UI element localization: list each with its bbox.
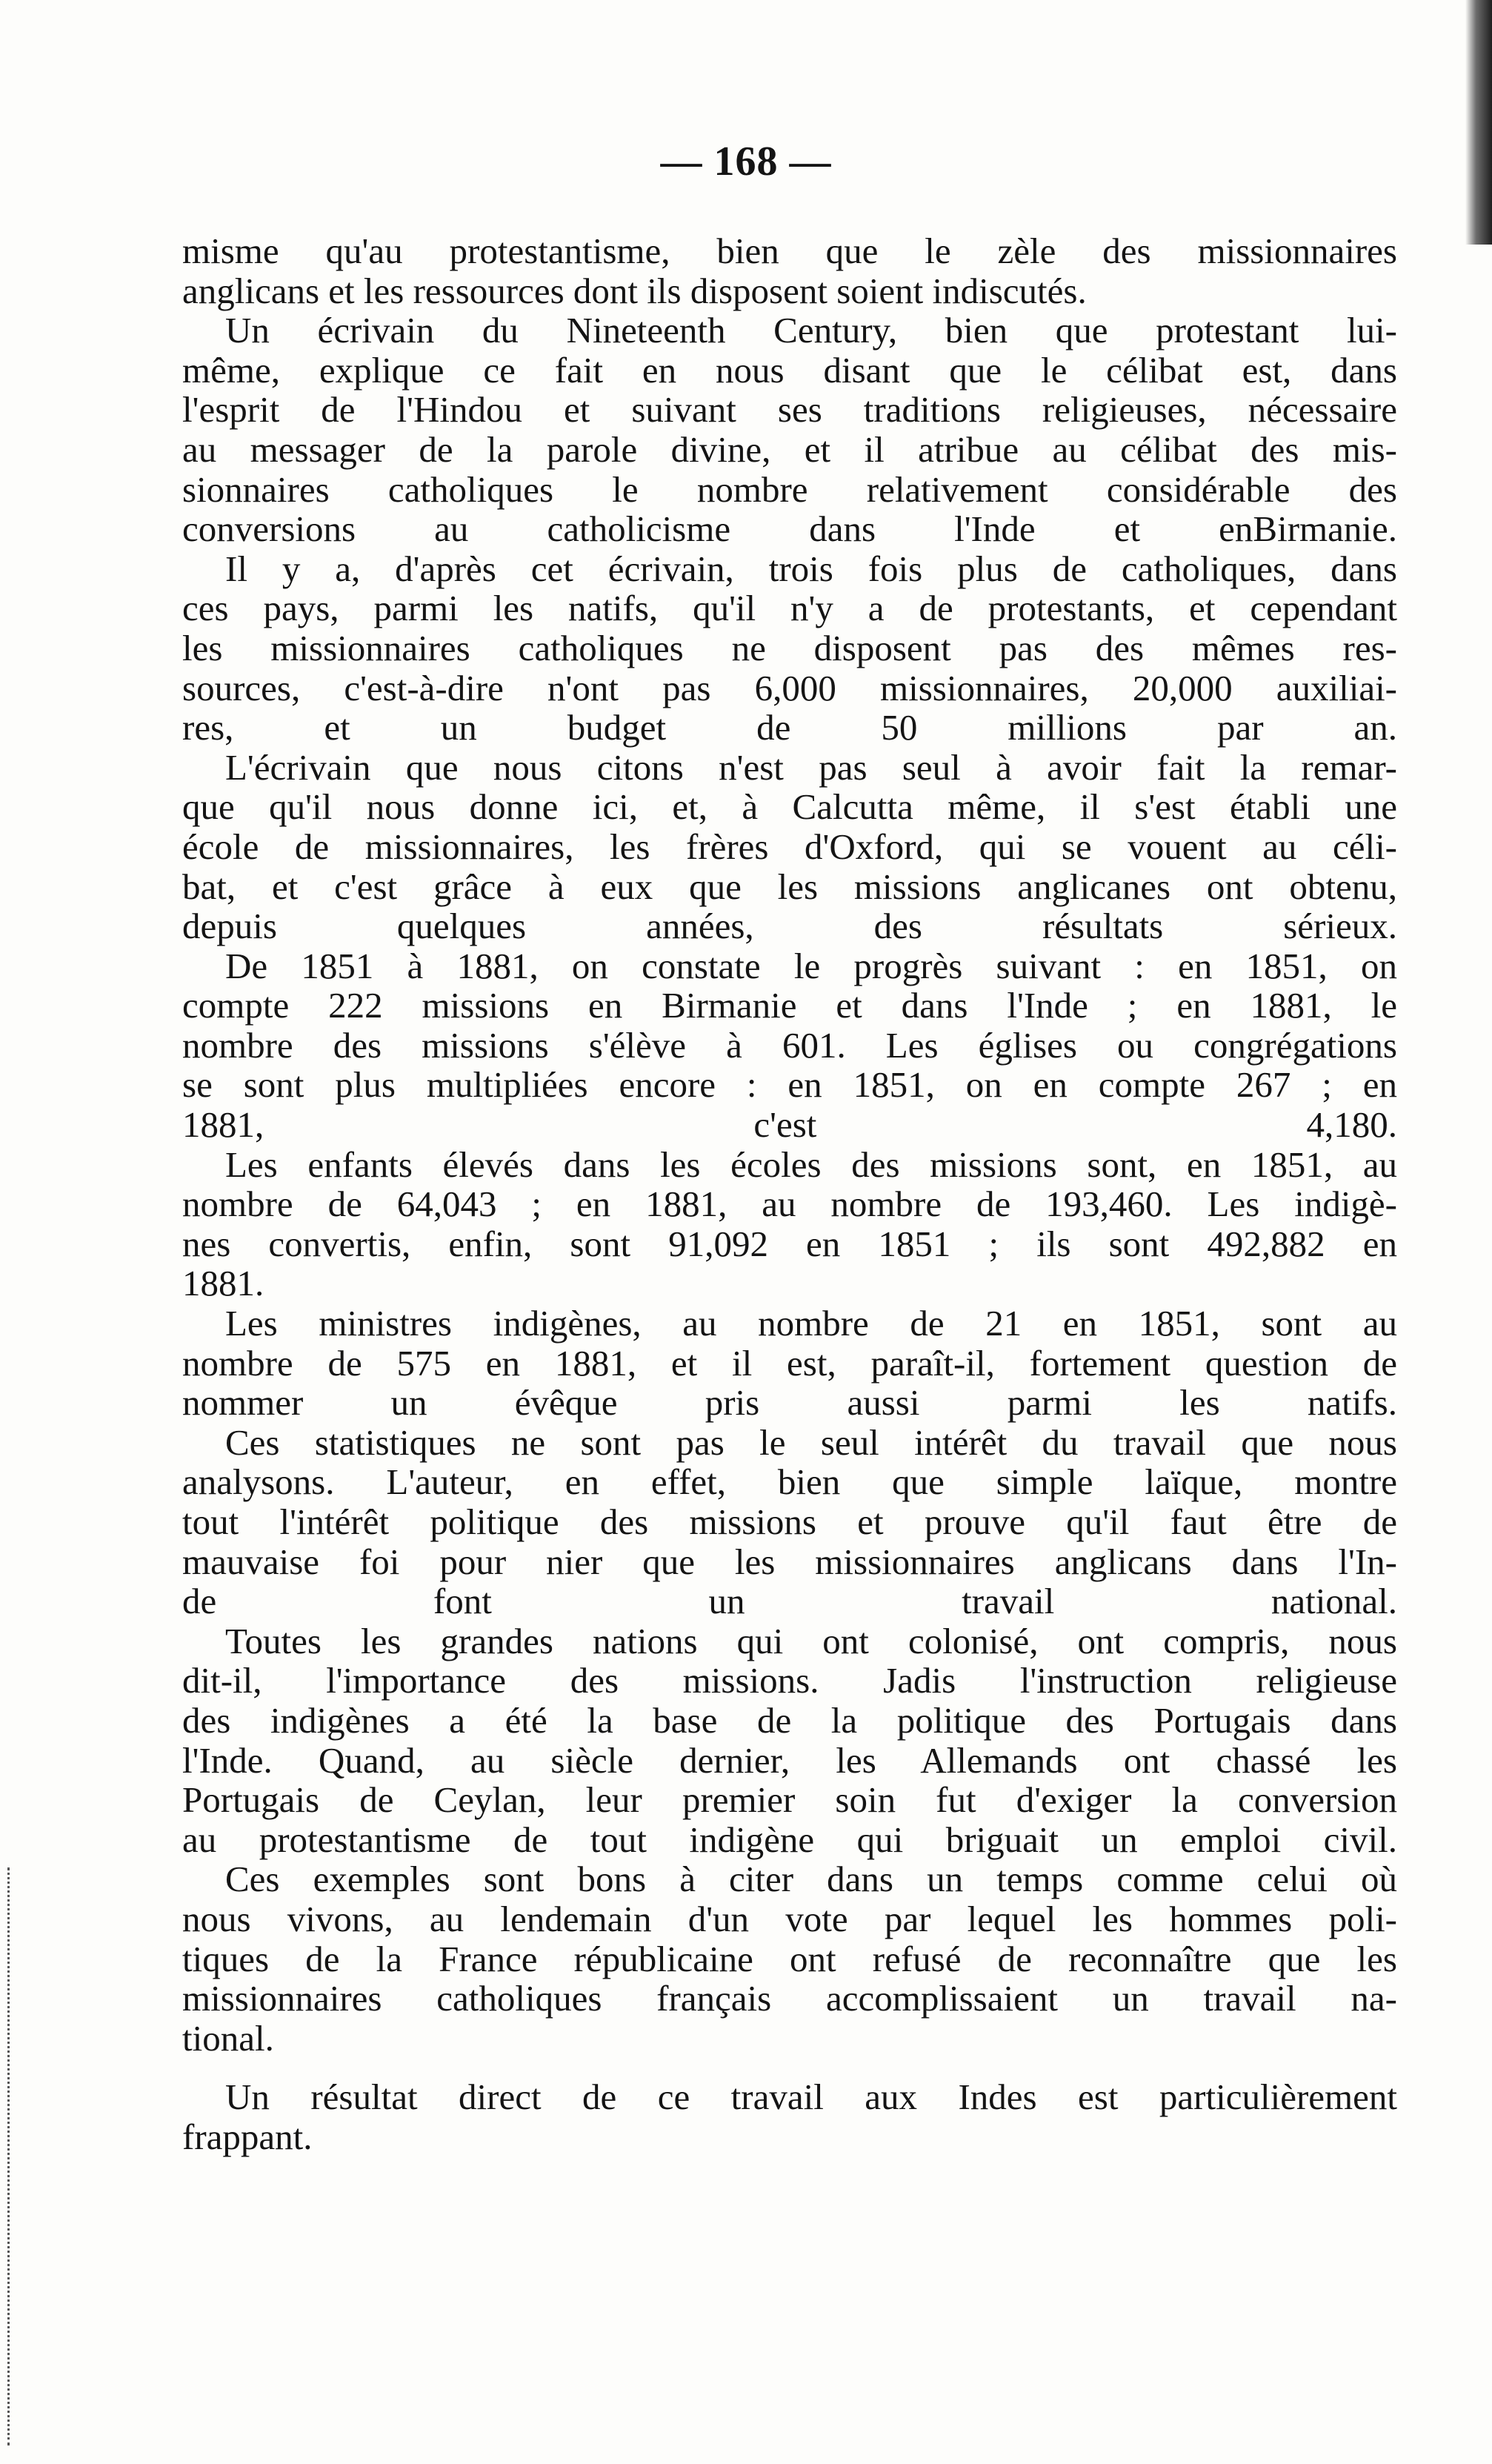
text-line: ces pays, parmi les natifs, qu'il n'y a de protestants, et cependant [182,588,1397,629]
text-line: même, explique ce fait en nous disant que le célibat est, dans [182,349,1397,391]
paragraph-4 [182,748,1397,946]
text-line: tiques de la France républicaine ont refusé de reconnaître que les [182,1938,1397,1979]
text-line: bat, et c'est grâce à eux que les missions anglicanes ont obtenu, [182,866,1397,907]
text-line: misme qu'au protestantisme, bien que le zèle des missionnaires [182,230,1397,271]
paragraph-10 [182,1859,1397,2058]
text-line: sources, c'est-à-dire n'ont pas 6,000 missionnaires, 20,000 auxiliai- [182,667,1397,708]
text-line: Les ministres indigènes, au nombre de 21 en 1851, sont au [225,1303,1397,1344]
text-line: conversions au catholicisme dans l'Inde et enBirmanie. [182,508,1397,550]
text-line: nombre des missions s'élève à 601. Les églises ou congrégations [182,1024,1397,1066]
text-line: mauvaise foi pour nier que les missionnaires anglicans dans l'In- [182,1541,1397,1582]
text-line: se sont plus multipliées encore : en 1851, on en compte 267 ; en [182,1064,1397,1106]
text-line: l'esprit de l'Hindou et suivant ses traditions religieuses, nécessaire [182,389,1397,431]
text-line: missionnaires catholiques français accomplissaient un travail na- [182,1978,1397,2019]
paragraph-5 [182,946,1397,1145]
text-line: nes convertis, enfin, sont 91,092 en 1851 ; ils sont 492,882 en [182,1223,1397,1264]
text-line: les missionnaires catholiques ne disposent pas des mêmes res- [182,627,1397,668]
text-line: tional. [182,2017,274,2059]
paragraph-9 [182,1621,1397,1860]
text-line: L'écrivain que nous citons n'est pas seul à avoir fait la remar- [225,746,1397,788]
text-line: analysons. L'auteur, en effet, bien que simple laïque, montre [182,1461,1397,1503]
margin-dots [7,1867,13,2445]
text-line: depuis quelques années, des résultats sérieux. [182,906,1397,947]
text-line: Ces statistiques ne sont pas le seul intérêt du travail que nous [225,1421,1397,1463]
text-line: sionnaires catholiques le nombre relativement considérable des [182,468,1397,510]
body-text [182,231,1397,2157]
text-line: école de missionnaires, les frères d'Oxford, qui se vouent au céli- [182,826,1397,867]
text-line: 1881, c'est 4,180. [182,1104,1397,1146]
paragraph-6 [182,1145,1397,1304]
text-line: de font un travail national. [182,1581,1397,1622]
text-line: Il y a, d'après cet écrivain, trois fois plus de catholiques, dans [225,548,1397,589]
text-line: frappant. [182,2116,313,2157]
paragraph-1 [182,231,1397,311]
text-line: nommer un évêque pris aussi parmi les natifs. [182,1382,1397,1424]
paragraph-11 [182,2077,1397,2156]
text-line: 1881. [182,1263,264,1304]
text-line: au messager de la parole divine, et il atribue au célibat des mis- [182,428,1397,470]
text-line: res, et un budget de 50 millions par an. [182,707,1397,748]
scan-edge-shadow [1465,0,1492,245]
text-line: nous vivons, au lendemain d'un vote par lequel les hommes poli- [182,1898,1397,1939]
text-line: que qu'il nous donne ici, et, à Calcutta même, il s'est établi une [182,786,1397,828]
text-line: Les enfants élevés dans les écoles des missions sont, en 1851, au [225,1143,1397,1185]
text-line: dit-il, l'importance des missions. Jadis l'instruction religieuse [182,1660,1397,1701]
paragraph-3 [182,549,1397,748]
text-line: anglicans et les ressources dont ils disposent soient indiscutés. [182,270,1087,311]
text-line: des indigènes a été la base de la politique des Portugais dans [182,1699,1397,1741]
text-line: nombre de 575 en 1881, et il est, paraît-il, fortement question de [182,1342,1397,1384]
text-line: De 1851 à 1881, on constate le progrès suivant : en 1851, on [225,945,1397,986]
paragraph-2 [182,311,1397,549]
text-line: l'Inde. Quand, au siècle dernier, les Allemands ont chassé les [182,1739,1397,1781]
page-number: — 168 — [660,139,832,185]
text-line: Un résultat direct de ce travail aux Indes est particulièrement [225,2076,1397,2118]
paragraph-8 [182,1423,1397,1621]
text-line: compte 222 missions en Birmanie et dans l'Inde ; en 1881, le [182,985,1397,1026]
text-line: au protestantisme de tout indigène qui briguait un emploi civil. [182,1819,1397,1860]
text-line: Ces exemples sont bons à citer dans un temps comme celui où [225,1859,1397,1900]
text-line: tout l'intérêt politique des missions et prouve qu'il faut être de [182,1501,1397,1542]
text-line: Toutes les grandes nations qui ont colonisé, ont compris, nous [225,1620,1397,1661]
text-line: Un écrivain du Nineteenth Century, bien que protestant lui- [225,310,1397,351]
page-header [0,138,1492,185]
text-line: Portugais de Ceylan, leur premier soin fut d'exiger la conversion [182,1779,1397,1821]
paragraph-7 [182,1304,1397,1423]
text-line: nombre de 64,043 ; en 1881, au nombre de 193,460. Les indigè- [182,1183,1397,1225]
